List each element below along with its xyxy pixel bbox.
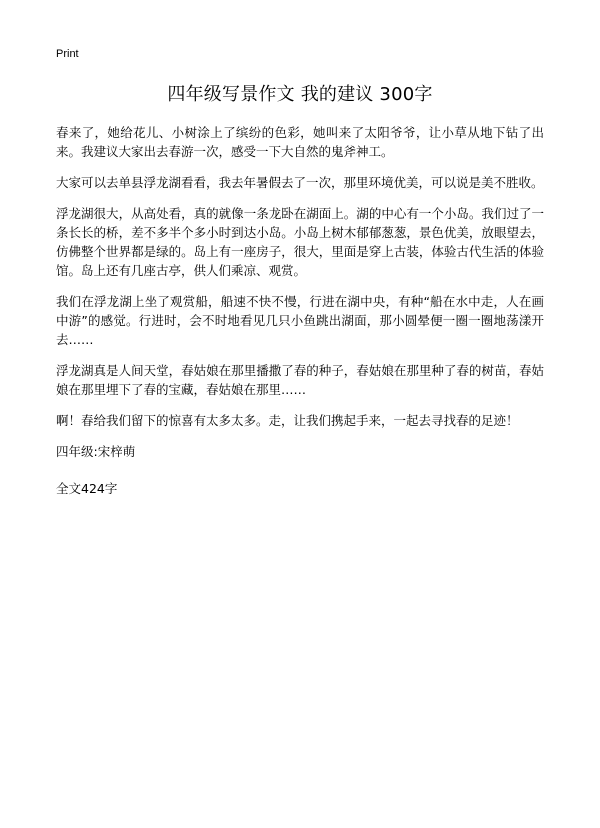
word-count: 全文424字 — [56, 481, 118, 496]
paragraph-3: 浮龙湖很大，从高处看，真的就像一条龙卧在湖面上。湖的中心有一个小岛。我们过了一条长长的桥，差不多半个多小时到达小岛。小岛上树木郁郁葱葱，景色优美，放眼望去，仿佛整个世界都是绿的。岛上有一座房子，很大，里面是穿上古装，体验古代生活的体验馆。岛上还有几座古亭，供人们乘凉、观赏。 — [56, 206, 544, 278]
paragraph-2: 大家可以去单县浮龙湖看看，我去年暑假去了一次，那里环境优美，可以说是美不胜收。 — [56, 175, 544, 190]
article-title: 四年级写景作文 我的建议 300字 — [167, 84, 433, 105]
author-signature: 四年级:宋梓萌 — [56, 444, 136, 459]
paragraph-6: 啊！春给我们留下的惊喜有太多太多。走，让我们携起手来，一起去寻找春的足迹！ — [56, 413, 519, 428]
print-link[interactable]: Print — [56, 48, 79, 60]
paragraph-1: 春来了，她给花儿、小树涂上了缤纷的色彩，她叫来了太阳爷爷，让小草从地下钻了出来。我建议大家出去春游一次，感受一下大自然的鬼斧神工。 — [56, 125, 544, 159]
paragraph-5: 浮龙湖真是人间天堂，春姑娘在那里播撒了春的种子，春姑娘在那里种了春的树苗，春姑娘在那里埋下了春的宝藏，春姑娘在那里…… — [56, 363, 544, 397]
paragraph-4: 我们在浮龙湖上坐了观赏船，船速不快不慢，行进在湖中央，有种“船在水中走，人在画中游”的感觉。行进时，会不时地看见几只小鱼跳出湖面，那小圆晕便一圈一圈地荡漾开去…… — [56, 294, 544, 347]
